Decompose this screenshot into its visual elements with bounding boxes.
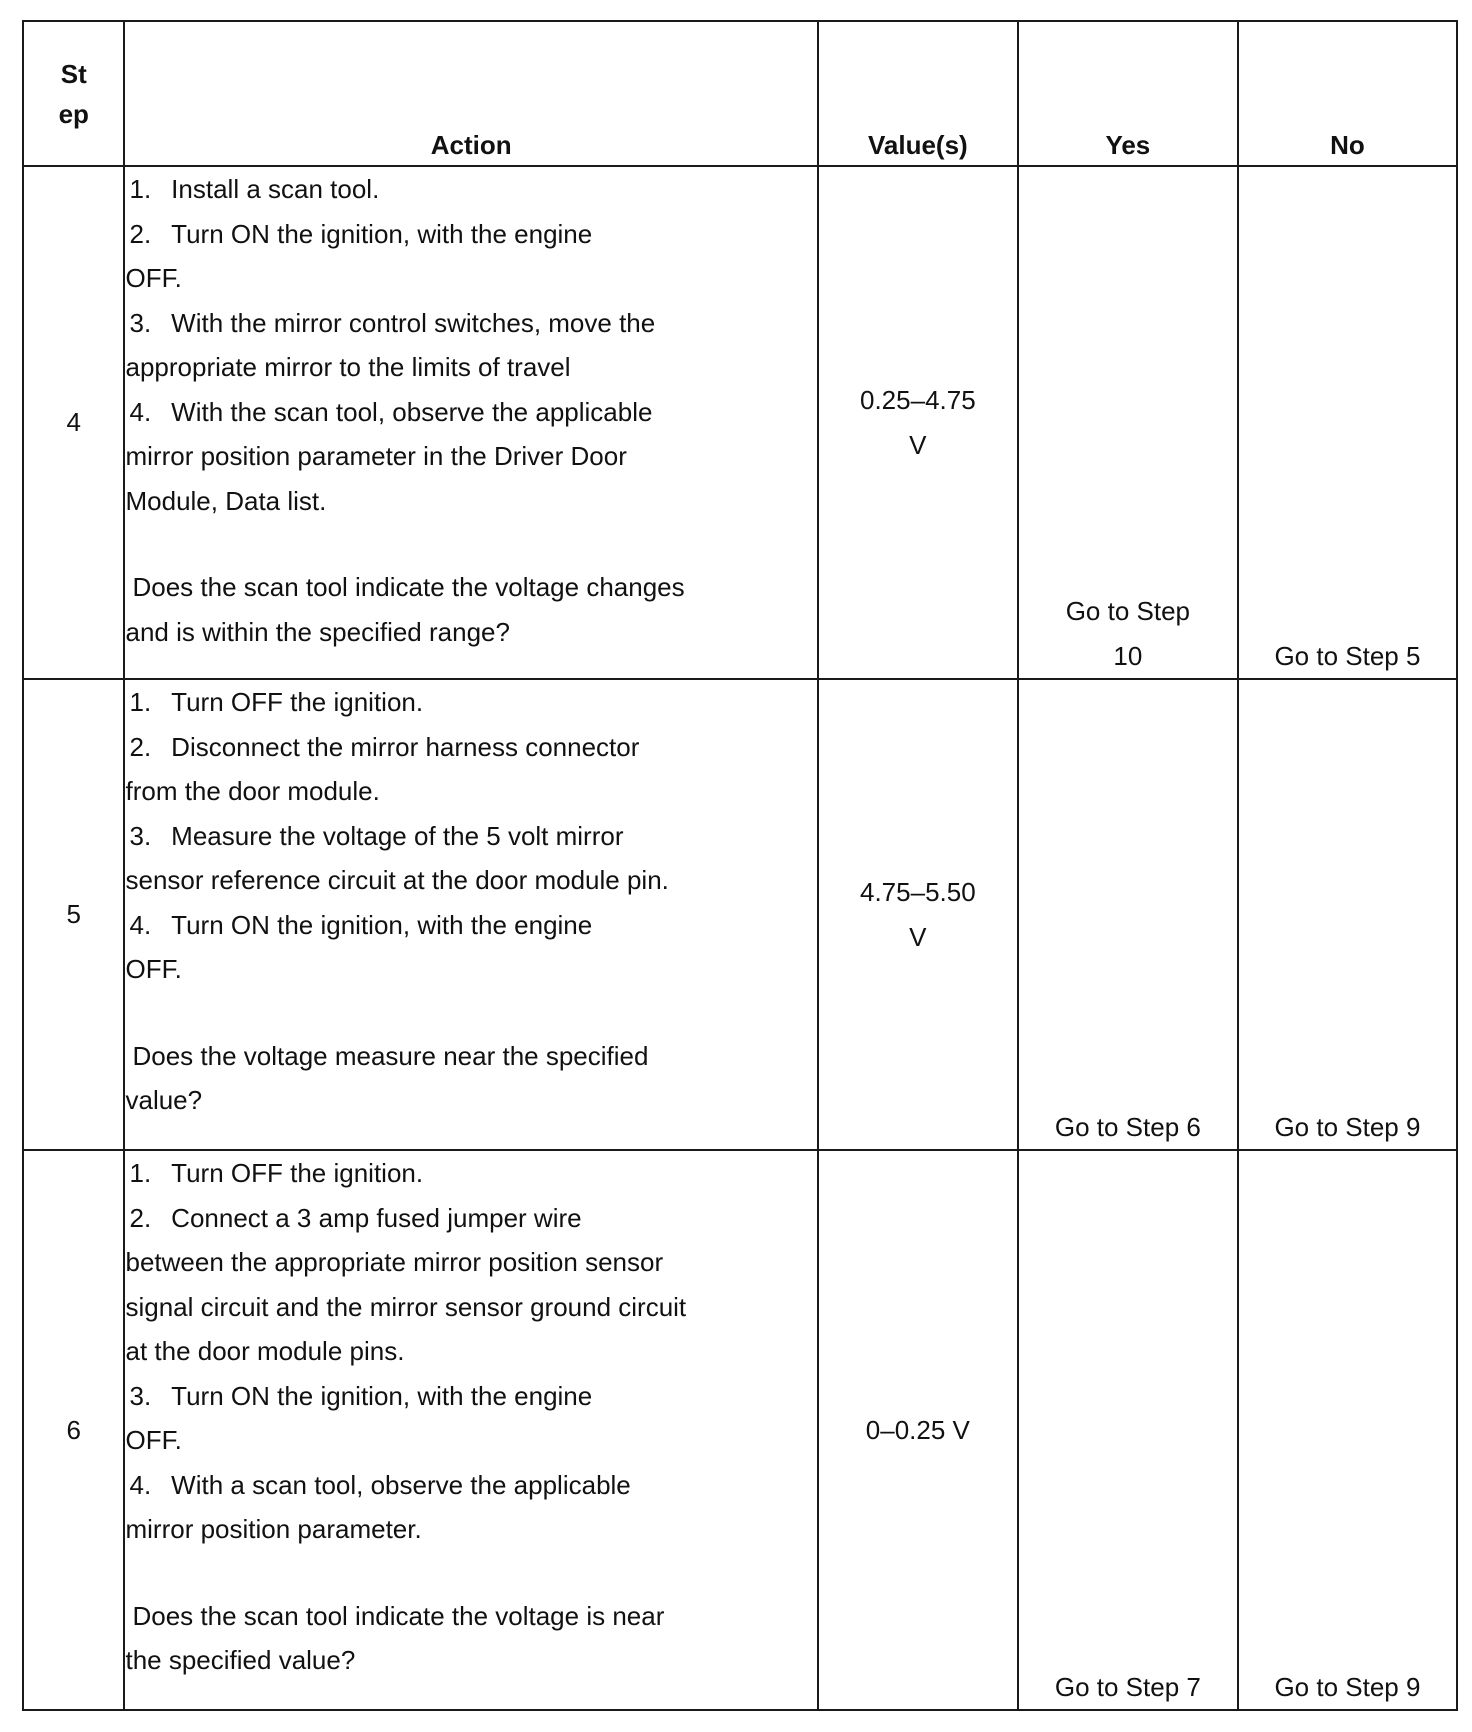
action-cell xyxy=(124,1150,817,1710)
no-cell: Go to Step 9 xyxy=(1238,679,1457,1150)
action-line: OFF. xyxy=(125,263,182,293)
action-line: from the door module. xyxy=(125,776,380,806)
action-line: 3. Turn ON the ignition, with the engine xyxy=(129,1380,593,1411)
action-question: Does the scan tool indicate the voltage changes and is within the specified range? xyxy=(125,572,685,647)
action-line: mirror position parameter. xyxy=(125,1514,422,1544)
header-step-line2: ep xyxy=(58,98,89,129)
action-line: 3. Measure the voltage of the 5 volt mirror xyxy=(129,820,624,851)
value-cell: 0–0.25 V xyxy=(818,1150,1018,1710)
value-cell: 4.75–5.50 V xyxy=(818,679,1018,1150)
header-action: Action xyxy=(124,21,817,166)
header-values: Value(s) xyxy=(818,21,1018,166)
action-line: 1. Turn OFF the ignition. xyxy=(129,687,424,717)
value-cell: 0.25–4.75 V xyxy=(818,166,1018,679)
action-line: 4. Turn ON the ignition, with the engine xyxy=(129,909,593,940)
table-row xyxy=(23,1150,1457,1710)
action-line: 1. Turn OFF the ignition. xyxy=(129,1158,424,1188)
yes-cell: Go to Step 6 xyxy=(1018,679,1238,1150)
action-question: Does the voltage measure near the specified value? xyxy=(125,1040,649,1115)
no-cell: Go to Step 5 xyxy=(1238,166,1457,679)
header-step-line1: St xyxy=(60,58,87,89)
action-cell xyxy=(124,166,817,679)
header-no: No xyxy=(1238,21,1457,166)
action-line: appropriate mirror to the limits of travel xyxy=(125,352,571,382)
no-cell: Go to Step 9 xyxy=(1238,1150,1457,1710)
step-number: 4 xyxy=(23,166,124,679)
diagnostic-table xyxy=(22,20,1458,1711)
action-line: between the appropriate mirror position sensor xyxy=(125,1247,664,1277)
header-yes: Yes xyxy=(1018,21,1238,166)
step-number: 6 xyxy=(23,1150,124,1710)
action-line: OFF. xyxy=(125,954,182,984)
header-step xyxy=(23,21,124,166)
action-line: sensor reference circuit at the door module pin. xyxy=(125,865,669,895)
action-line: 2. Disconnect the mirror harness connector xyxy=(129,731,640,762)
action-question: Does the scan tool indicate the voltage is near the specified value? xyxy=(125,1600,665,1675)
action-line: signal circuit and the mirror sensor ground circuit xyxy=(125,1291,687,1322)
table-row xyxy=(23,166,1457,679)
action-line: 4. With a scan tool, observe the applicable xyxy=(129,1469,631,1500)
header-row xyxy=(23,21,1457,166)
action-line: 3. With the mirror control switches, move the xyxy=(129,307,656,338)
action-line: Module, Data list. xyxy=(125,485,327,516)
action-line: mirror position parameter in the Driver Door xyxy=(125,441,627,471)
step-number: 5 xyxy=(23,679,124,1150)
action-line: 4. With the scan tool, observe the applicable xyxy=(129,396,653,427)
action-cell xyxy=(124,679,817,1150)
action-line: at the door module pins. xyxy=(125,1336,405,1366)
action-line: 2. Connect a 3 amp fused jumper wire xyxy=(129,1202,582,1233)
action-line: OFF. xyxy=(125,1425,182,1455)
yes-cell: Go to Step 7 xyxy=(1018,1150,1238,1710)
table-row xyxy=(23,679,1457,1150)
action-line: 2. Turn ON the ignition, with the engine xyxy=(129,218,593,249)
action-line: 1. Install a scan tool. xyxy=(129,174,380,204)
yes-cell: Go to Step 10 xyxy=(1018,166,1238,679)
